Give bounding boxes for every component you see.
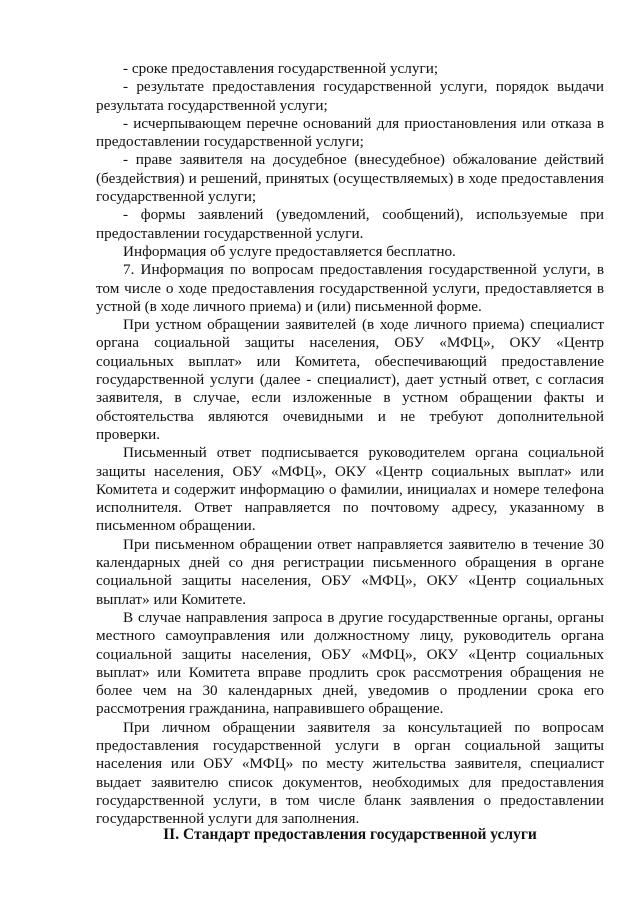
paragraph-written-request: При письменном обращении ответ направляется заявителю в течение 30 календарных дней со дня регистрации письменного обращения в органе социальной защиты населения, ОБУ «МФЦ», ОКУ «Центр социальных выплат» или Комитете. [96,535,604,608]
list-item-grounds: - исчерпывающем перечне оснований для приостановления или отказа в предоставлении государственной услуги; [96,114,604,151]
document-body [96,60,604,828]
paragraph-oral-request: При устном обращении заявителей (в ходе личного приема) специалист органа социальной защиты населения, ОБУ «МФЦ», ОКУ «Центр социальных выплат» или Комитета, обеспечивающий предоставление государственной услуги (далее - специалист), дает устный ответ, с согласия заявителя, в случае, если изложенные в устном обращении факты и обстоятельства являются очевидными и не требуют дополнительной проверки. [96,316,604,443]
list-item-appeal-right: - праве заявителя на досудебное (внесудебное) обжалование действий (бездействия) и решений, принятых (осуществляемых) в ходе предоставления государственной услуги; [96,151,604,206]
paragraph-item-7: 7. Информация по вопросам предоставления государственной услуги, в том числе о ходе предоставления государственной услуги, предоставляется в устной (в ходе личного приема) и (или) письменной форме. [96,261,604,315]
section-heading: II. Стандарт предоставления государственной услуги [163,826,537,843]
paragraph-personal-visit: При личном обращении заявителя за консультацией по вопросам предоставления государственной услуги в орган социальной защиты населения или ОБУ «МФЦ» по месту жительства заявителя, специалист выдает заявителю список документов, необходимых для предоставления государственной услуги, в том числе бланк заявления о предоставлении государственной услуги для заполнения. [96,718,604,828]
paragraph-free-of-charge: Информация об услуге предоставляется бесплатно. [123,242,456,260]
paragraph-extension: В случае направления запроса в другие государственные органы, органы местного самоуправления или должностному лицу, руководитель органа социальной защиты населения, ОБУ «МФЦ», ОКУ «Центр социальных выплат» или Комитета вправе продлить срок рассмотрения обращения не более чем на 30 календарных дней, уведомив о продлении срока его рассмотрения гражданина, направившего обращение. [96,608,604,718]
list-item-forms: - формы заявлений (уведомлений, сообщений), используемые при предоставлении государственной услуги. [96,206,604,242]
list-item-term: - сроке предоставления государственной услуги; [123,60,439,77]
paragraph-written-answer: Письменный ответ подписывается руководителем органа социальной защиты населения, ОБУ «МФЦ», ОКУ «Центр социальных выплат» или Комитета и содержит информацию о фамилии, инициалах и номере телефона исполнителя. Ответ направляется по почтовому адресу, указанному в письменном обращении. [96,444,604,535]
list-item-result: - результате предоставления государственной услуги, порядок выдачи результата государственной услуги; [96,78,604,114]
